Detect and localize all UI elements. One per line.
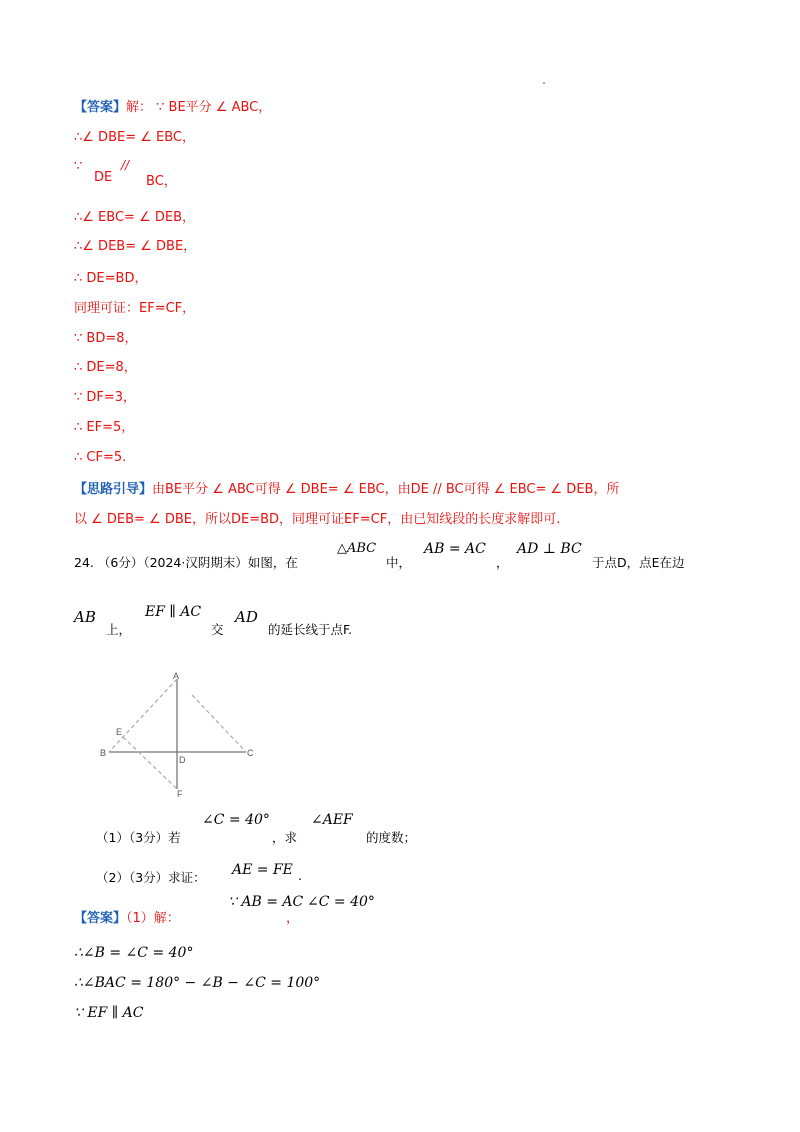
answer2-tag: 【答案】 — [74, 911, 127, 926]
math-angle-aef: ∠AEF — [311, 812, 353, 828]
hint-line-2: 以 ∠ DEB= ∠ DBE，所以DE=BD，同理可证EF=CF，由已知线段的长度求解即可. — [74, 512, 561, 527]
answer-line-6: ∴ DE=BD， — [74, 271, 148, 286]
label-b: B — [100, 748, 107, 758]
answer-line-7: 同理可证：EF=CF， — [74, 301, 196, 316]
math-ad: AD — [235, 608, 258, 626]
q-score: （6分） — [97, 555, 144, 570]
because-symbol: ∵ — [74, 159, 83, 174]
answer-line-11: ∴ EF=5， — [74, 420, 135, 435]
hint-line-1 — [74, 481, 619, 499]
math-line-b-eq-c: ∴∠B = ∠C = 40° — [74, 945, 194, 961]
answer-line-4: ∴∠ EBC= ∠ DEB， — [74, 210, 195, 225]
math-line-ef-parallel: ∵ EF ∥ AC — [74, 1005, 144, 1021]
math-triangle-abc: △ABC — [337, 541, 377, 556]
answer-line-5: ∴∠ DEB= ∠ DBE， — [74, 239, 197, 254]
math-line-bac: ∴∠BAC = 180° − ∠B − ∠C = 100° — [74, 975, 321, 991]
sub-question-1-text: ，求 — [272, 830, 298, 845]
sub-question-1-label: （1）（3分）若 — [96, 830, 181, 845]
q-text-2: 中， — [386, 555, 412, 570]
speck — [543, 82, 545, 84]
math-because-ab-ac: ∵ AB = AC — [228, 894, 304, 910]
q-text-5: 上， — [106, 622, 132, 637]
answer2-line-1 — [74, 907, 180, 926]
question-number — [74, 553, 298, 571]
sub-question-2-end: . — [298, 868, 302, 883]
answer2-text: （1）解： — [126, 911, 180, 926]
label-f: F — [177, 789, 183, 799]
answer-line-9: ∴ DE=8， — [74, 360, 137, 375]
segment-ab — [109, 679, 177, 752]
answer-line-10: ∵ DF=3， — [74, 390, 137, 405]
q-text-6: 交 — [211, 622, 224, 637]
answer-line-1 — [74, 99, 271, 117]
label-d: D — [179, 755, 186, 765]
answer-text: 解： ∵ BE平分 ∠ ABC， — [126, 100, 272, 115]
label-c: C — [247, 748, 254, 758]
q-num: 24. — [74, 555, 94, 570]
parallel-bc: BC， — [146, 174, 177, 189]
math-ab: AB — [74, 608, 96, 626]
q-text-4: 于点D，点E在边 — [592, 555, 685, 570]
math-angle-c-40-answer: ∠C = 40° — [307, 894, 375, 910]
q-source: （2024·汉阴期末） — [143, 555, 248, 570]
sub-question-2-label: （2）（3分）求证： — [96, 870, 206, 885]
segment-ef — [123, 737, 177, 789]
segment-ac — [192, 695, 246, 752]
math-ef-parallel-ac: EF ∥ AC — [145, 604, 202, 620]
answer-tag: 【答案】 — [74, 100, 127, 115]
q-text-1: 如图，在 — [247, 555, 298, 570]
geometry-figure — [96, 668, 266, 803]
label-e: E — [116, 727, 123, 737]
parallel-de: DE — [94, 170, 113, 185]
sub-question-1-end: 的度数； — [366, 830, 417, 845]
answer-line-2: ∴∠ DBE= ∠ EBC， — [74, 130, 195, 145]
math-angle-c-40: ∠C = 40° — [202, 812, 270, 828]
answer-line-8: ∵ BD=8， — [74, 331, 138, 346]
answer-line-12: ∴ CF=5. — [74, 450, 127, 465]
math-ae-eq-fe: AE = FE — [232, 862, 293, 878]
q-text-7: 的延长线于点F. — [268, 622, 353, 637]
label-a: A — [173, 671, 180, 681]
math-ad-perp-bc: AD ⊥ BC — [517, 541, 582, 557]
hint-tag: 【思路引导】 — [74, 482, 153, 497]
parallel-symbol: // — [121, 158, 130, 172]
math-ab-eq-ac: AB = AC — [424, 541, 486, 557]
q-text-3: ， — [496, 555, 509, 570]
hint-text-1: 由BE平分 ∠ ABC可得 ∠ DBE= ∠ EBC，由DE // BC可得 ∠ EBC= ∠ DEB，所 — [152, 482, 620, 497]
answer2-comma: ， — [286, 911, 300, 926]
